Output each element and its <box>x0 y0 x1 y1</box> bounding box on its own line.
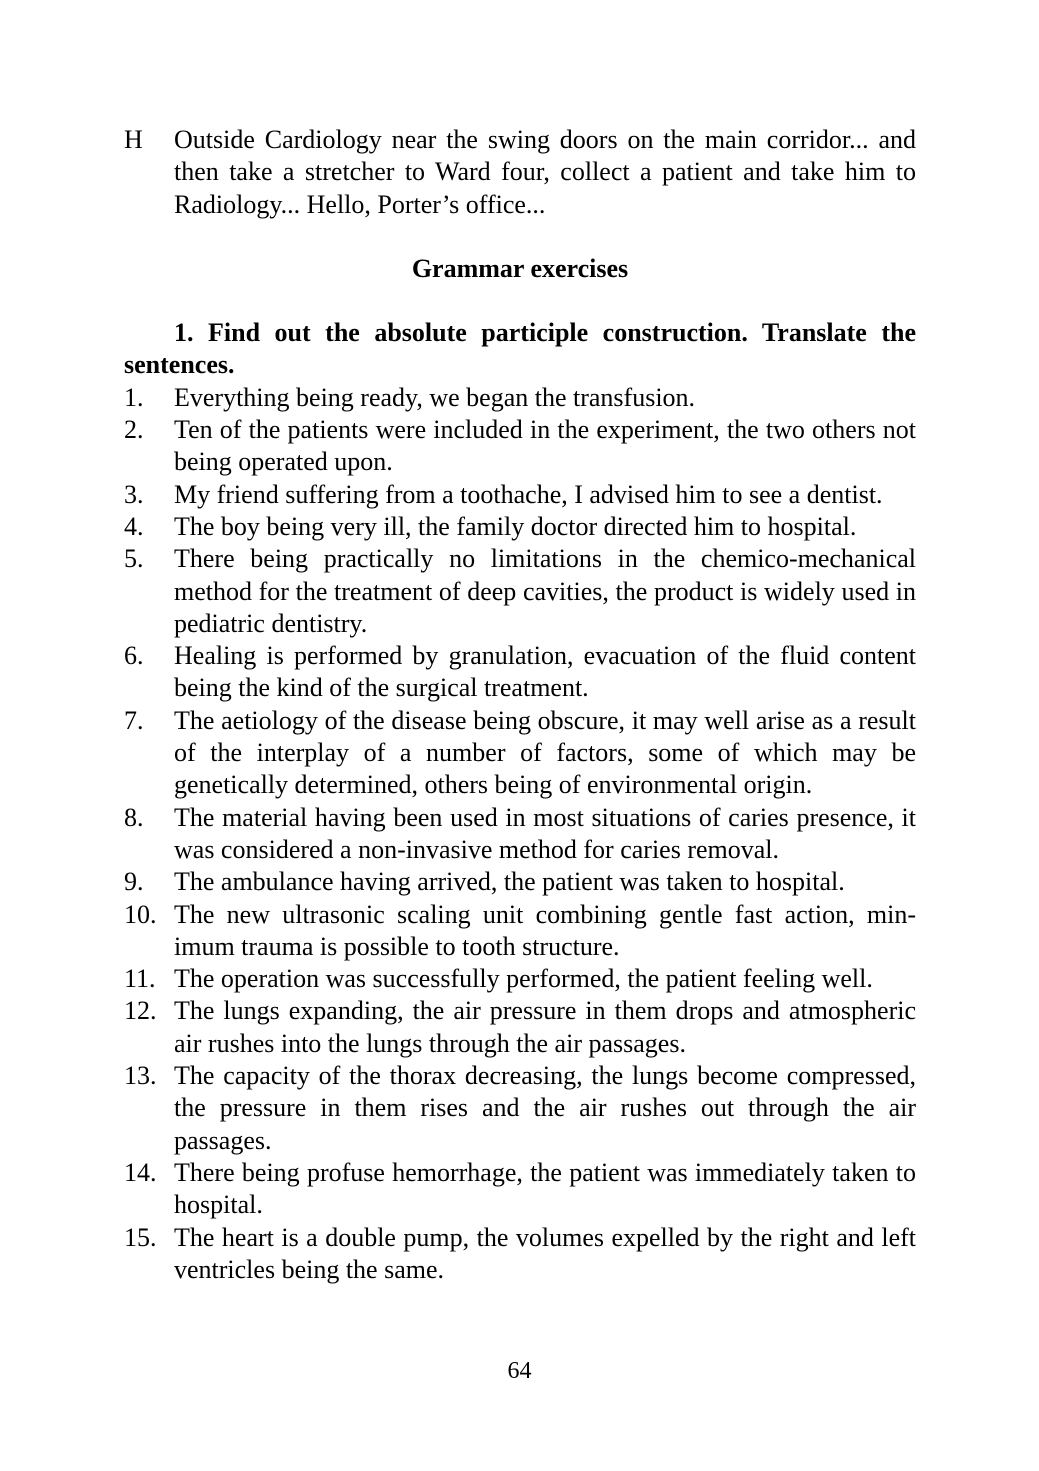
item-text: My friend suffering from a toothache, I advised him to see a dentist. <box>174 479 883 509</box>
list-item <box>124 1157 916 1222</box>
list-item <box>124 899 916 964</box>
speaker-label: H <box>124 125 143 154</box>
list-item <box>124 543 916 640</box>
item-text: The heart is a double pump, the volumes expelled by the right and left ventricles being the same. <box>174 1222 916 1284</box>
list-item <box>124 511 916 543</box>
item-text: Healing is performed by granulation, evacuation of the fluid content being the kind of the surgical treatment. <box>174 641 916 703</box>
item-text: The boy being very ill, the family doctor directed him to hospital. <box>174 511 857 541</box>
list-item <box>124 640 916 705</box>
item-text: Everything being ready, we began the transfusion. <box>174 382 696 412</box>
item-text: The material having been used in most situations of caries presence, it was considered a non-invasive method for caries removal. <box>174 802 916 864</box>
item-number: 15. <box>124 1222 157 1252</box>
item-number: 3. <box>124 479 144 509</box>
item-number: 9. <box>124 867 144 897</box>
item-number: 8. <box>124 802 144 832</box>
item-number: 12. <box>124 996 157 1026</box>
list-item <box>124 995 916 1060</box>
page-body <box>124 124 916 1286</box>
item-text: The capacity of the thorax decreasing, the lungs become compressed, the pressure in them rises and the air rushes out through the air passages. <box>174 1061 916 1155</box>
section-heading: Grammar exercises <box>411 253 629 283</box>
item-number: 11. <box>124 964 156 994</box>
item-number: 6. <box>124 641 144 671</box>
item-text: Ten of the patients were included in the experiment, the two others not being operated upon. <box>174 415 916 477</box>
item-number: 2. <box>124 415 144 445</box>
item-text: The aetiology of the disease being obscure, it may well arise as a result of the interplay of a number of factors, some of which may be genetically determined, others being of environmental origin. <box>174 705 916 800</box>
list-item <box>124 1060 916 1157</box>
list-item <box>124 963 916 995</box>
item-number: 13. <box>124 1061 157 1091</box>
item-number: 1. <box>124 382 144 412</box>
list-item <box>124 1222 916 1287</box>
item-number: 5. <box>124 544 144 574</box>
list-item <box>124 414 916 479</box>
item-number: 10. <box>124 899 157 929</box>
item-text: The new ultrasonic scaling unit combining gentle fast action, minimum trauma is possible to tooth structure. <box>174 899 916 961</box>
list-item <box>124 382 916 414</box>
list-item <box>124 479 916 511</box>
item-text: The ambulance having arrived, the patient was taken to hospital. <box>174 867 845 897</box>
item-text: There being profuse hemorrhage, the patient was immediately taken to hospital. <box>174 1157 916 1220</box>
list-item <box>124 866 916 898</box>
item-number: 4. <box>124 511 144 541</box>
item-text: The operation was successfully performed, the patient feeling well. <box>174 964 873 994</box>
item-number: 7. <box>124 705 144 735</box>
list-item <box>124 705 916 802</box>
item-text: There being practically no limitations in the chemico-mechanical method for the treatment of deep cavities, the product is widely used in pediatric dentistry. <box>174 544 916 638</box>
list-item <box>124 802 916 867</box>
exercise-heading: 1. Find out the absolute participle construction. Translate the sentences. <box>124 318 916 380</box>
exercise-list <box>124 382 916 1286</box>
page-number: 64 <box>507 1358 532 1384</box>
dialogue-text: Outside Cardiology near the swing doors on the main corridor... and then take a stretcher to Ward four, collect a patient and take him to Radiology... Hello, Porter’s office... <box>174 125 916 219</box>
dialogue-entry <box>124 124 916 221</box>
item-number: 14. <box>124 1157 157 1187</box>
item-text: The lungs expanding, the air pressure in them drops and atmospheric air rushes into the lungs through the air passages. <box>174 996 916 1058</box>
